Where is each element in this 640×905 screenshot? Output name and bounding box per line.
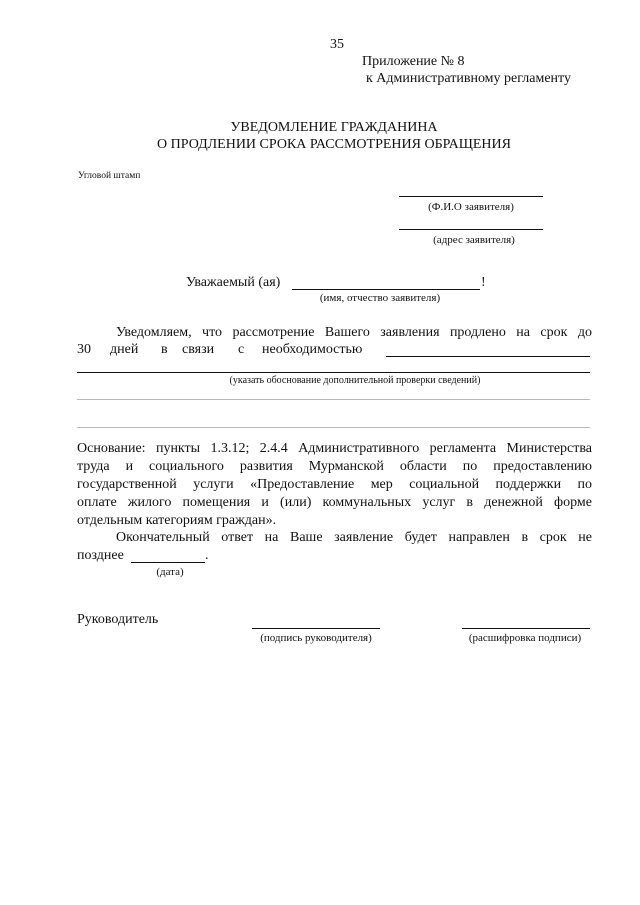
notice-line2-word-2: дней <box>110 342 139 357</box>
greeting-exclamation: ! <box>481 275 486 290</box>
basis-line-2: труда и социального развития Мурманской области по предоставлению <box>77 459 592 474</box>
appendix-reference: к Административному регламенту <box>366 71 571 86</box>
corner-stamp-label: Угловой штамп <box>78 171 141 181</box>
greeting-text: Уважаемый (ая) <box>186 275 281 290</box>
notice-line2-word-5: с <box>238 342 245 357</box>
basis-line-5: отдельным категориям граждан». <box>77 513 277 528</box>
document-title-line2: О ПРОДЛЕНИИ СРОКА РАССМОТРЕНИЯ ОБРАЩЕНИЯ <box>157 137 511 152</box>
applicant-address-line <box>399 229 543 230</box>
final-answer-prefix: позднее <box>77 548 124 563</box>
notice-line2-word-4: связи <box>182 342 215 357</box>
final-answer-line1: Окончательный ответ на Ваше заявление будет направлен в срок не <box>116 530 592 545</box>
notice-line1: Уведомляем, что рассмотрение Вашего заявления продлено на срок до <box>116 325 592 340</box>
applicant-fio-caption: (Ф.И.О заявителя) <box>428 201 514 213</box>
blank-line-extra-2 <box>77 427 590 428</box>
applicant-address-caption: (адрес заявителя) <box>433 234 515 246</box>
document-title-line1: УВЕДОМЛЕНИЕ ГРАЖДАНИНА <box>230 120 438 135</box>
justification-line <box>77 372 590 373</box>
final-answer-suffix: . <box>205 548 209 563</box>
notice-line2-word-1: 30 <box>77 342 91 357</box>
basis-line-3: государственной услуги «Предоставление мер социальной поддержки по <box>77 477 592 492</box>
greeting-caption: (имя, отчество заявителя) <box>319 292 441 304</box>
blank-line-extra-1 <box>77 399 590 400</box>
signature-caption: (подпись руководителя) <box>260 632 372 644</box>
greeting-name-line <box>292 289 480 290</box>
justification-caption: (указать обоснование дополнительной проверки сведений) <box>229 375 481 386</box>
signature-line <box>252 628 380 629</box>
necessity-blank-line <box>386 356 590 357</box>
basis-line-1: Основание: пункты 1.3.12; 2.4.4 Административного регламента Министерства <box>77 441 592 456</box>
date-caption: (дата) <box>156 566 184 578</box>
notice-line2-word-3: в <box>161 342 168 357</box>
notice-line2-word-6: необходимостью <box>262 342 363 357</box>
page-number: 35 <box>330 37 344 52</box>
basis-line-4: оплате жилого помещения и (или) коммунальных услуг в денежной форме <box>77 495 592 510</box>
applicant-fio-line <box>399 196 543 197</box>
final-answer-date-line <box>131 562 205 563</box>
appendix-number: Приложение № 8 <box>362 54 465 69</box>
signatory-role: Руководитель <box>77 612 159 627</box>
signature-decoding-line <box>462 628 590 629</box>
signature-decoding-caption: (расшифровка подписи) <box>468 632 582 644</box>
